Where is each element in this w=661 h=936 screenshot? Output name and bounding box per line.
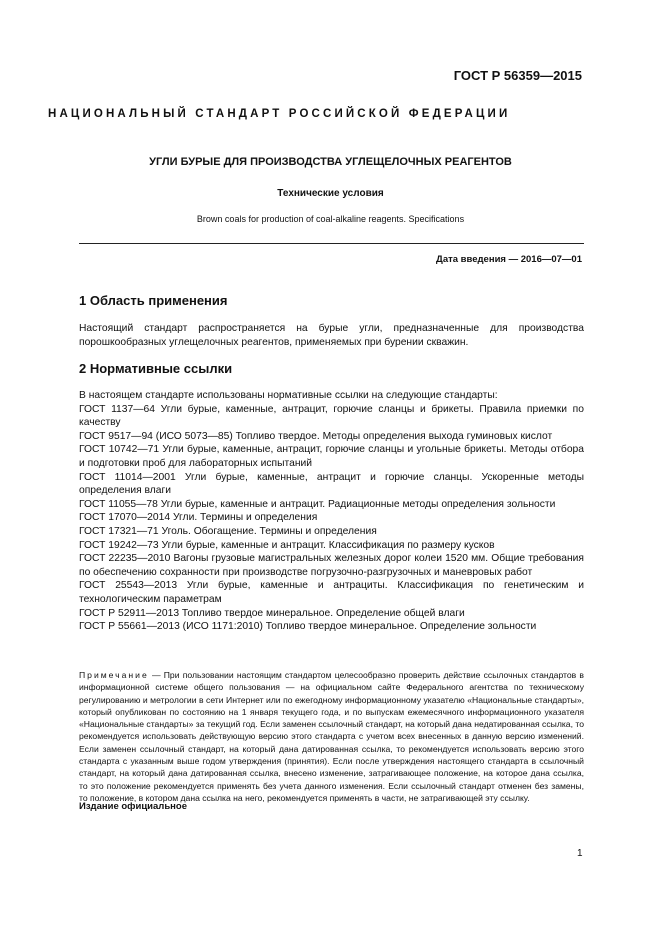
- english-title: Brown coals for production of coal-alkaline reagents. Specifications: [196, 214, 465, 224]
- title-divider: [79, 243, 584, 244]
- document-code: ГОСТ Р 56359—2015: [453, 68, 582, 83]
- reference-item: ГОСТ 1137—64 Угли бурые, каменные, антрацит, горючие сланцы и брикеты. Правила приемки по качеству: [79, 403, 584, 429]
- section-1-paragraph: Настоящий стандарт распространяется на бурые угли, предназначенные для производства порошкообразных углещелочных реагентов, применяемых при бурении скважин.: [79, 323, 584, 348]
- reference-item: ГОСТ 9517—94 (ИСО 5073—85) Топливо твердое. Методы определения выхода гуминовых кислот: [79, 430, 553, 442]
- standard-type-line: НАЦИОНАЛЬНЫЙ СТАНДАРТ РОССИЙСКОЙ ФЕДЕРАЦИИ: [48, 108, 511, 120]
- section-2-intro: В настоящем стандарте использованы нормативные ссылки на следующие стандарты:: [79, 390, 498, 401]
- reference-item: ГОСТ 11014—2001 Угли бурые, каменные, антрацит и горючие сланцы. Ускоренные методы определения влаги: [79, 471, 584, 497]
- reference-item: ГОСТ Р 55661—2013 (ИСО 1171:2010) Топливо твердое минеральное. Определение зольности: [79, 621, 537, 633]
- note-text: — При пользовании настоящим стандартом целесообразно проверить действие ссылочных стандартов в информационной системе общего пользования — на официальном сайте Федерального агентства по техническому регулированию и метрологии в сети Интернет или по ежегодному информационному указателю «Национальные стандарты», который опубликован по состоянию на 1 января текущего года, и по выпускам ежемесячного информационного указателя «Национальные стандарты» за текущий год. Если заменен ссылочный стандарт, на который дана недатированная ссылка, то рекомендуется использовать действующую версию этого стандарта с учетом всех внесенных в данную версию изменений. Если заменен ссылочный стандарт, на который дана датированная ссылка, то рекомендуется использовать версию этого стандарта с указанным выше годом утверждения (принятия). Если после утверждения настоящего стандарта в ссылочный стандарт, на который дана датированная ссылка, внесено изменение, затрагивающее положение, на которое дана ссылка, то это положение рекомендуется применять без учета данного изменения. Если ссылочный стандарт отменен без замены, то положение, в котором дана ссылка на него, рекомендуется применять в части, не затрагивающей эту ссылку.: [79, 670, 584, 803]
- note-label: Примечание: [79, 670, 149, 680]
- reference-item: ГОСТ 17321—71 Уголь. Обогащение. Термины и определения: [79, 525, 377, 537]
- document-title: УГЛИ БУРЫЕ ДЛЯ ПРОИЗВОДСТВА УГЛЕЩЕЛОЧНЫХ РЕАГЕНТОВ: [149, 156, 512, 168]
- note-block: [79, 669, 584, 804]
- introduction-date: Дата введения — 2016—07—01: [436, 254, 582, 265]
- document-subtitle: Технические условия: [277, 188, 384, 199]
- reference-item: ГОСТ 11055—78 Угли бурые, каменные и антрацит. Радиационные методы определения зольности: [79, 498, 556, 510]
- section-1-heading: 1 Область применения: [79, 293, 228, 308]
- reference-item: ГОСТ Р 52911—2013 Топливо твердое минеральное. Определение общей влаги: [79, 607, 465, 619]
- page-number: 1: [577, 848, 583, 859]
- reference-item: ГОСТ 22235—2010 Вагоны грузовые магистральных железных дорог колеи 1520 мм. Общие требования по обеспечению сохранности при производстве погрузочно-разгрузочных и маневровых работ: [79, 553, 584, 578]
- section-2-body: [79, 389, 584, 634]
- section-1-body: [79, 322, 584, 349]
- section-2-heading: 2 Нормативные ссылки: [79, 361, 233, 376]
- note-paragraph: [79, 669, 584, 804]
- reference-item: ГОСТ 19242—73 Угли бурые, каменные и антрацит. Классификация по размеру кусков: [79, 539, 495, 551]
- reference-item: ГОСТ 10742—71 Угли бурые, каменные, антрацит, горючие сланцы и угольные брикеты. Методы отбора и подготовки проб для лабораторных испытаний: [79, 444, 584, 469]
- edition-label: Издание официальное: [79, 801, 187, 812]
- reference-item: ГОСТ 25543—2013 Угли бурые, каменные и антрациты. Классификация по генетическим и технологическим параметрам: [79, 580, 584, 605]
- reference-item: ГОСТ 17070—2014 Угли. Термины и определения: [79, 512, 318, 524]
